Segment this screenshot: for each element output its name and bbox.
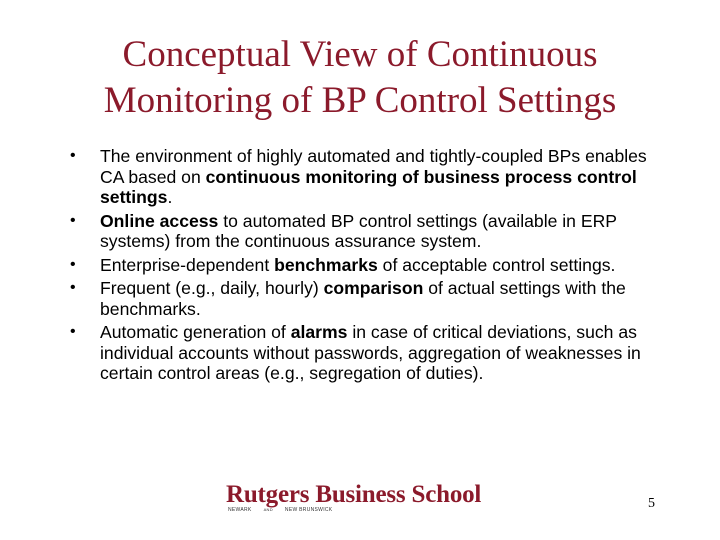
bullet-text: Automatic generation of [100,322,291,342]
bullet-text-bold: alarms [290,322,348,342]
bullet-text: of acceptable control settings. [377,254,616,275]
logo-sub-right: NEW BRUNSWICK [284,507,333,513]
bullet-text-bold: comparison [323,278,424,298]
logo-sub-left: NEWARK [228,507,252,513]
bullet-item [70,254,674,276]
rutgers-business-school-logo [226,482,506,518]
bullet-text: . [167,187,173,207]
bullet-text: in case of critical deviations, such as individual accounts without passwords, aggregation of weaknesses in certain control areas (e.g., segregation of duties). [100,322,641,383]
title-line-2: Monitoring of BP Control Settings [103,80,617,121]
logo-sub-and: AND [263,507,273,512]
logo-subline [228,507,332,513]
bullet-item [70,146,674,208]
bullet-dot: • [70,279,76,296]
bullet-item [70,322,674,384]
bullet-text: The environment of highly automated and tightly-coupled BPs enables CA based on [100,146,647,187]
page-number: 5 [648,496,655,511]
bullet-text-bold: Online access [100,210,219,231]
title-line-1: Conceptual View of Continuous [122,34,598,75]
bullet-text: to automated BP control settings (available in ERP systems) from the continuous assurance system. [100,210,617,251]
bullet-text: of actual settings with the benchmarks. [100,278,626,319]
bullet-dot: • [70,147,76,164]
logo-wordmark: Rutgers Business School [226,481,482,508]
bullet-text-bold: benchmarks [274,254,378,275]
bullet-list [70,146,674,387]
bullet-dot: • [70,323,76,340]
bullet-text: Enterprise-dependent [100,254,275,275]
bullet-dot: • [70,255,76,273]
bullet-dot: • [70,211,76,229]
bullet-text-bold: continuous monitoring of business process control settings [100,166,637,207]
bullet-item [70,278,674,319]
slide-title [40,32,680,124]
bullet-text: Frequent (e.g., daily, hourly) [100,278,324,298]
bullet-item [70,210,674,252]
